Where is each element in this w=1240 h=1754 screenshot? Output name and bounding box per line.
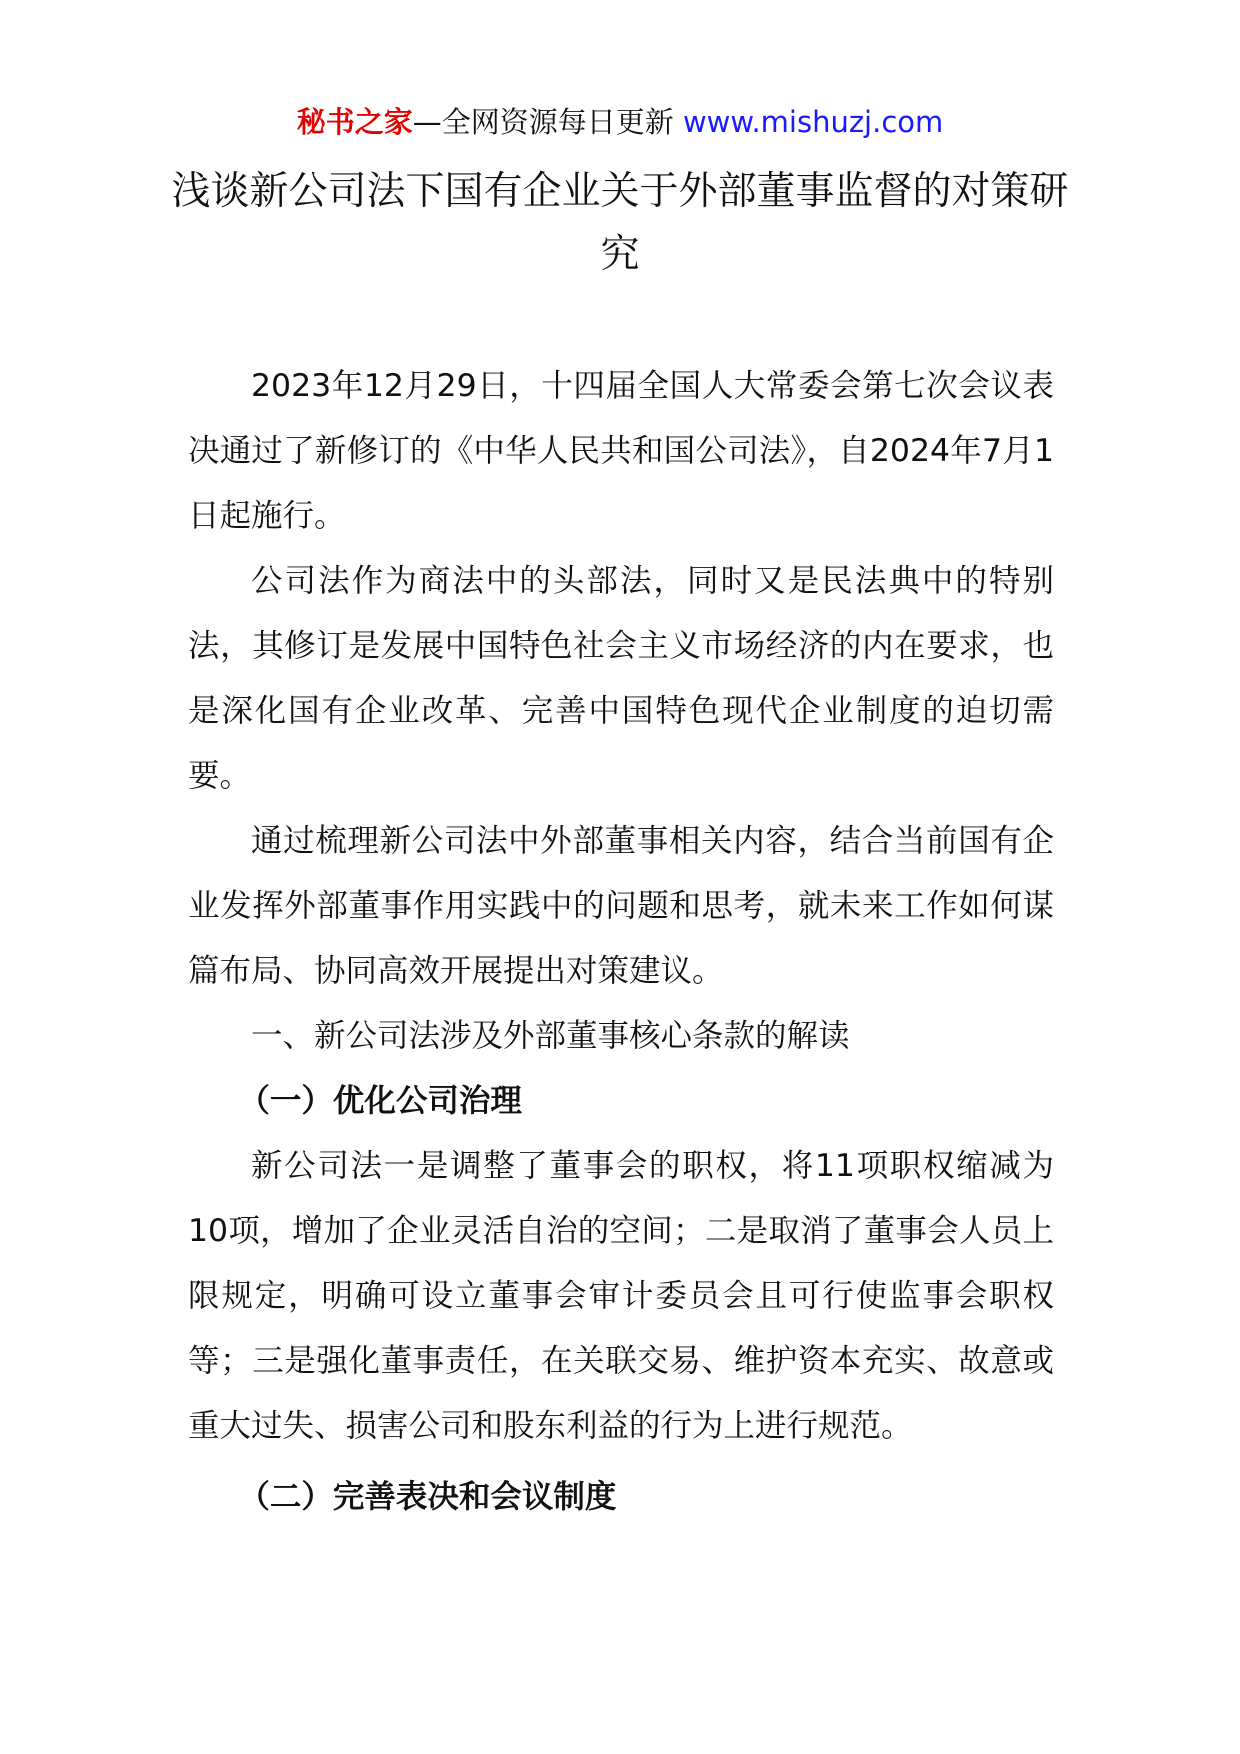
section-heading: 一、新公司法涉及外部董事核心条款的解读 xyxy=(251,1018,850,1054)
site-url-link[interactable]: www.mishuzj.com xyxy=(682,105,944,139)
document-title: 浅谈新公司法下国有企业关于外部董事监督的对策研究 xyxy=(171,169,1069,277)
subsection-heading: （二）完善表决和会议制度 xyxy=(238,1479,617,1515)
paragraph: 通过梳理新公司法中外部董事相关内容，结合当前国有企业发挥外部董事作用实践中的问题和思考，就未来工作如何谋篇布局、协同高效开展提出对策建议。 xyxy=(188,823,1054,989)
site-header xyxy=(0,102,1240,142)
brand-name: 秘书之家 xyxy=(296,105,413,139)
document-body xyxy=(188,354,1054,1530)
paragraph: 公司法作为商法中的头部法，同时又是民法典中的特别法，其修订是发展中国特色社会主义市场经济的内在要求，也是深化国有企业改革、完善中国特色现代企业制度的迫切需要。 xyxy=(188,563,1054,794)
paragraph: 新公司法一是调整了董事会的职权，将11项职权缩减为10项，增加了企业灵活自治的空间；二是取消了董事会人员上限规定，明确可设立董事会审计委员会且可行使监事会职权等；三是强化董事责任，在关联交易、维护资本充实、故意或重大过失、损害公司和股东利益的行为上进行规范。 xyxy=(188,1148,1054,1444)
paragraph: 2023年12月29日，十四届全国人大常委会第七次会议表决通过了新修订的《中华人民共和国公司法》，自2024年7月1日起施行。 xyxy=(188,368,1054,534)
header-tagline: —全网资源每日更新 xyxy=(412,105,674,139)
subsection-heading: （一）优化公司治理 xyxy=(238,1083,522,1119)
